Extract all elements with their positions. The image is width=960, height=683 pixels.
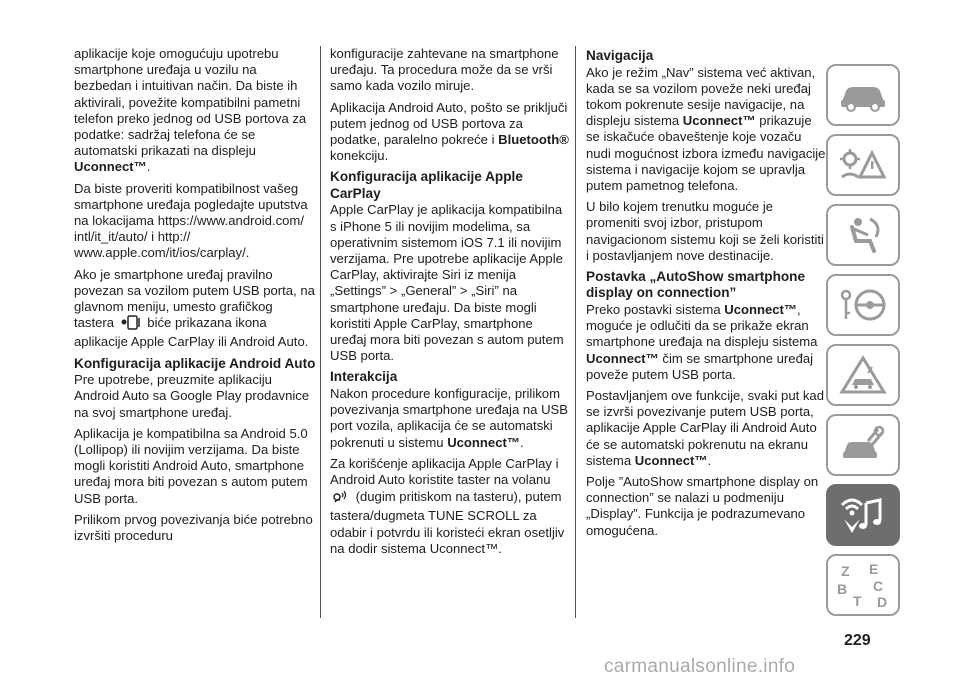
text-column-3 <box>586 46 828 544</box>
page-number: 229 <box>844 632 871 649</box>
section-heading: Interakcija <box>330 369 398 385</box>
paragraph: Nakon procedure konfiguracije, prilikom povezivanja smartphone uređaja na USB port vozila, aplikacija će se automatski pokrenuti u sistemu Uconnect™. <box>330 385 569 450</box>
column-divider <box>320 46 321 618</box>
chapter-tabs <box>826 64 902 624</box>
paragraph: Aplikacija je kompatibilna sa Android 5.0 (Lollipop) ili novijim verzijama. Da biste mogli koristiti Android Auto, smartphone uređaj mora biti povezan s autom putem USB porta. <box>74 425 308 506</box>
car-icon <box>838 78 888 112</box>
chapter-tab-index[interactable] <box>826 554 900 616</box>
chapter-tab-starting[interactable] <box>826 274 900 336</box>
phone-projection-icon <box>120 315 142 334</box>
index-letter: Z <box>841 563 850 579</box>
chapter-tab-dashboard[interactable] <box>826 134 900 196</box>
index-letter: E <box>869 561 879 577</box>
section-heading: Konfiguracija aplikacije Android Auto <box>74 355 316 371</box>
paragraph: Polje ”AutoShow smartphone display on connection” se nalazi u podmeniju „Display”. Funkcija je podrazumevano omogućena. <box>586 473 819 538</box>
paragraph: Aplikacija Android Auto, pošto se priključi putem jednog od USB portova za podatke, paralelno pokreće i Bluetooth® konekciju. <box>330 99 569 164</box>
airbag-seat-icon <box>838 215 888 255</box>
column-divider <box>575 46 576 618</box>
index-letter: C <box>873 578 884 594</box>
paragraph: Ako je smartphone uređaj pravilno povezan sa vozilom putem USB porta, na glavnom meniju, umesto grafičkog tastera biće prikazana ikona aplikacije Apple CarPlay ili Android Auto. <box>74 266 315 350</box>
chapter-tab-car[interactable] <box>826 64 900 126</box>
index-letters-icon <box>835 561 891 609</box>
watermark: carmanualsonline.info <box>604 656 796 677</box>
paragraph: Pre upotrebe, preuzmite aplikaciju Android Auto sa Google Play prodavnice na svoj smartphone uređaj. <box>74 372 310 420</box>
paragraph: aplikacije koje omogućuju upotrebu smartphone uređaja u vozilu na bezbedan i intuitivan način. Da biste ih aktivirali, povežite kompatibilni pametni telefon preko jednog od USB portova za podatke: sadržaj telefona će se automatski prikazati na displeju Uconnect™. <box>74 46 307 175</box>
section-heading: Navigacija <box>586 48 654 63</box>
index-letter: D <box>877 594 888 609</box>
paragraph: Ako je režim „Nav” sistema već aktivan, kada se sa vozilom poveže neki uređaj tokom pokrenute sesije navigacije, na displeju sistema Uconnect™ prikazuje se iskačuće obaveštenje koje vozaču nudi mogućnost izbora između navigacije sistema i navigacije kojom se upravlja putem pametnog telefona. <box>586 64 826 193</box>
section-heading: Postavka „AutoShow smartphone display on connection” <box>586 268 806 301</box>
paragraph: Za korišćenje aplikacija Apple CarPlay i Android Auto koristite taster na volanu (dugim pritiskom na tasteru), putem tastera/dugmeta TUNE SCROLL za odabir i potvrdu ili koristeći ekran osetljiv na dodir sistema Uconnect™. <box>330 455 565 556</box>
chapter-tab-safety[interactable] <box>826 204 900 266</box>
paragraph: Da biste proveriti kompatibilnost vašeg smartphone uređaja pogledajte uputstva na lokacijama https://www.android.com/ intl/it_it/auto/ i http:// www.apple.com/it/ios/carplay/. <box>74 180 308 261</box>
index-letter: B <box>837 581 848 597</box>
tools-car-icon <box>838 425 888 465</box>
text-column-2 <box>330 46 570 562</box>
chapter-tab-multimedia[interactable] <box>826 484 900 546</box>
paragraph: U bilo kojem trenutku moguće je promeniti svoj izbor, pristupom navigacionom sistemu koji se želi koristiti i postavljanjem nove destinacije. <box>586 199 824 263</box>
paragraph: Preko postavki sistema Uconnect™, moguće je odlučiti da se prikaže ekran smartphone uređaja na displeju sistema Uconnect™ čim se smartphone uređaj poveže putem USB porta. <box>586 301 818 382</box>
paragraph: Prilikom prvog povezivanja biće potrebno izvršiti proceduru <box>74 511 313 543</box>
paragraph: Apple CarPlay je aplikacija kompatibilna s iPhone 5 ili novijim modelima, sa operativnim sistemom iOS 7.1 ili novijim verzijama. Pre upotrebe aplikacije Apple CarPlay, aktivirajte Siri iz menija „Settings” > „General” > „Siri” na smartphone uređaju. Da biste mogli koristiti Apple CarPlay, smartphone uređaj mora biti povezan s autom putem USB porta. <box>330 202 564 364</box>
car-breakdown-icon <box>838 355 888 395</box>
multimedia-icon <box>838 495 888 535</box>
section-heading: Konfiguracija aplikacije Apple CarPlay <box>330 169 523 201</box>
index-letter: T <box>853 593 862 609</box>
dashboard-warning-icon <box>838 147 888 183</box>
chapter-tab-maintenance[interactable] <box>826 414 900 476</box>
text-column-1 <box>74 46 316 549</box>
paragraph: konfiguracije zahtevane na smartphone uređaju. Ta procedura može da se vrši samo kada vozilo miruje. <box>330 46 559 94</box>
chapter-tab-emergency[interactable] <box>826 344 900 406</box>
paragraph: Postavljanjem ove funkcije, svaki put kad se izvrši povezivanje putem USB porta, aplikacije Apple CarPlay ili Android Auto će se automatski pokrenutu na ekranu sistema Uconnect™. <box>586 387 824 468</box>
steering-key-icon <box>838 285 888 325</box>
voice-command-icon <box>332 488 350 508</box>
